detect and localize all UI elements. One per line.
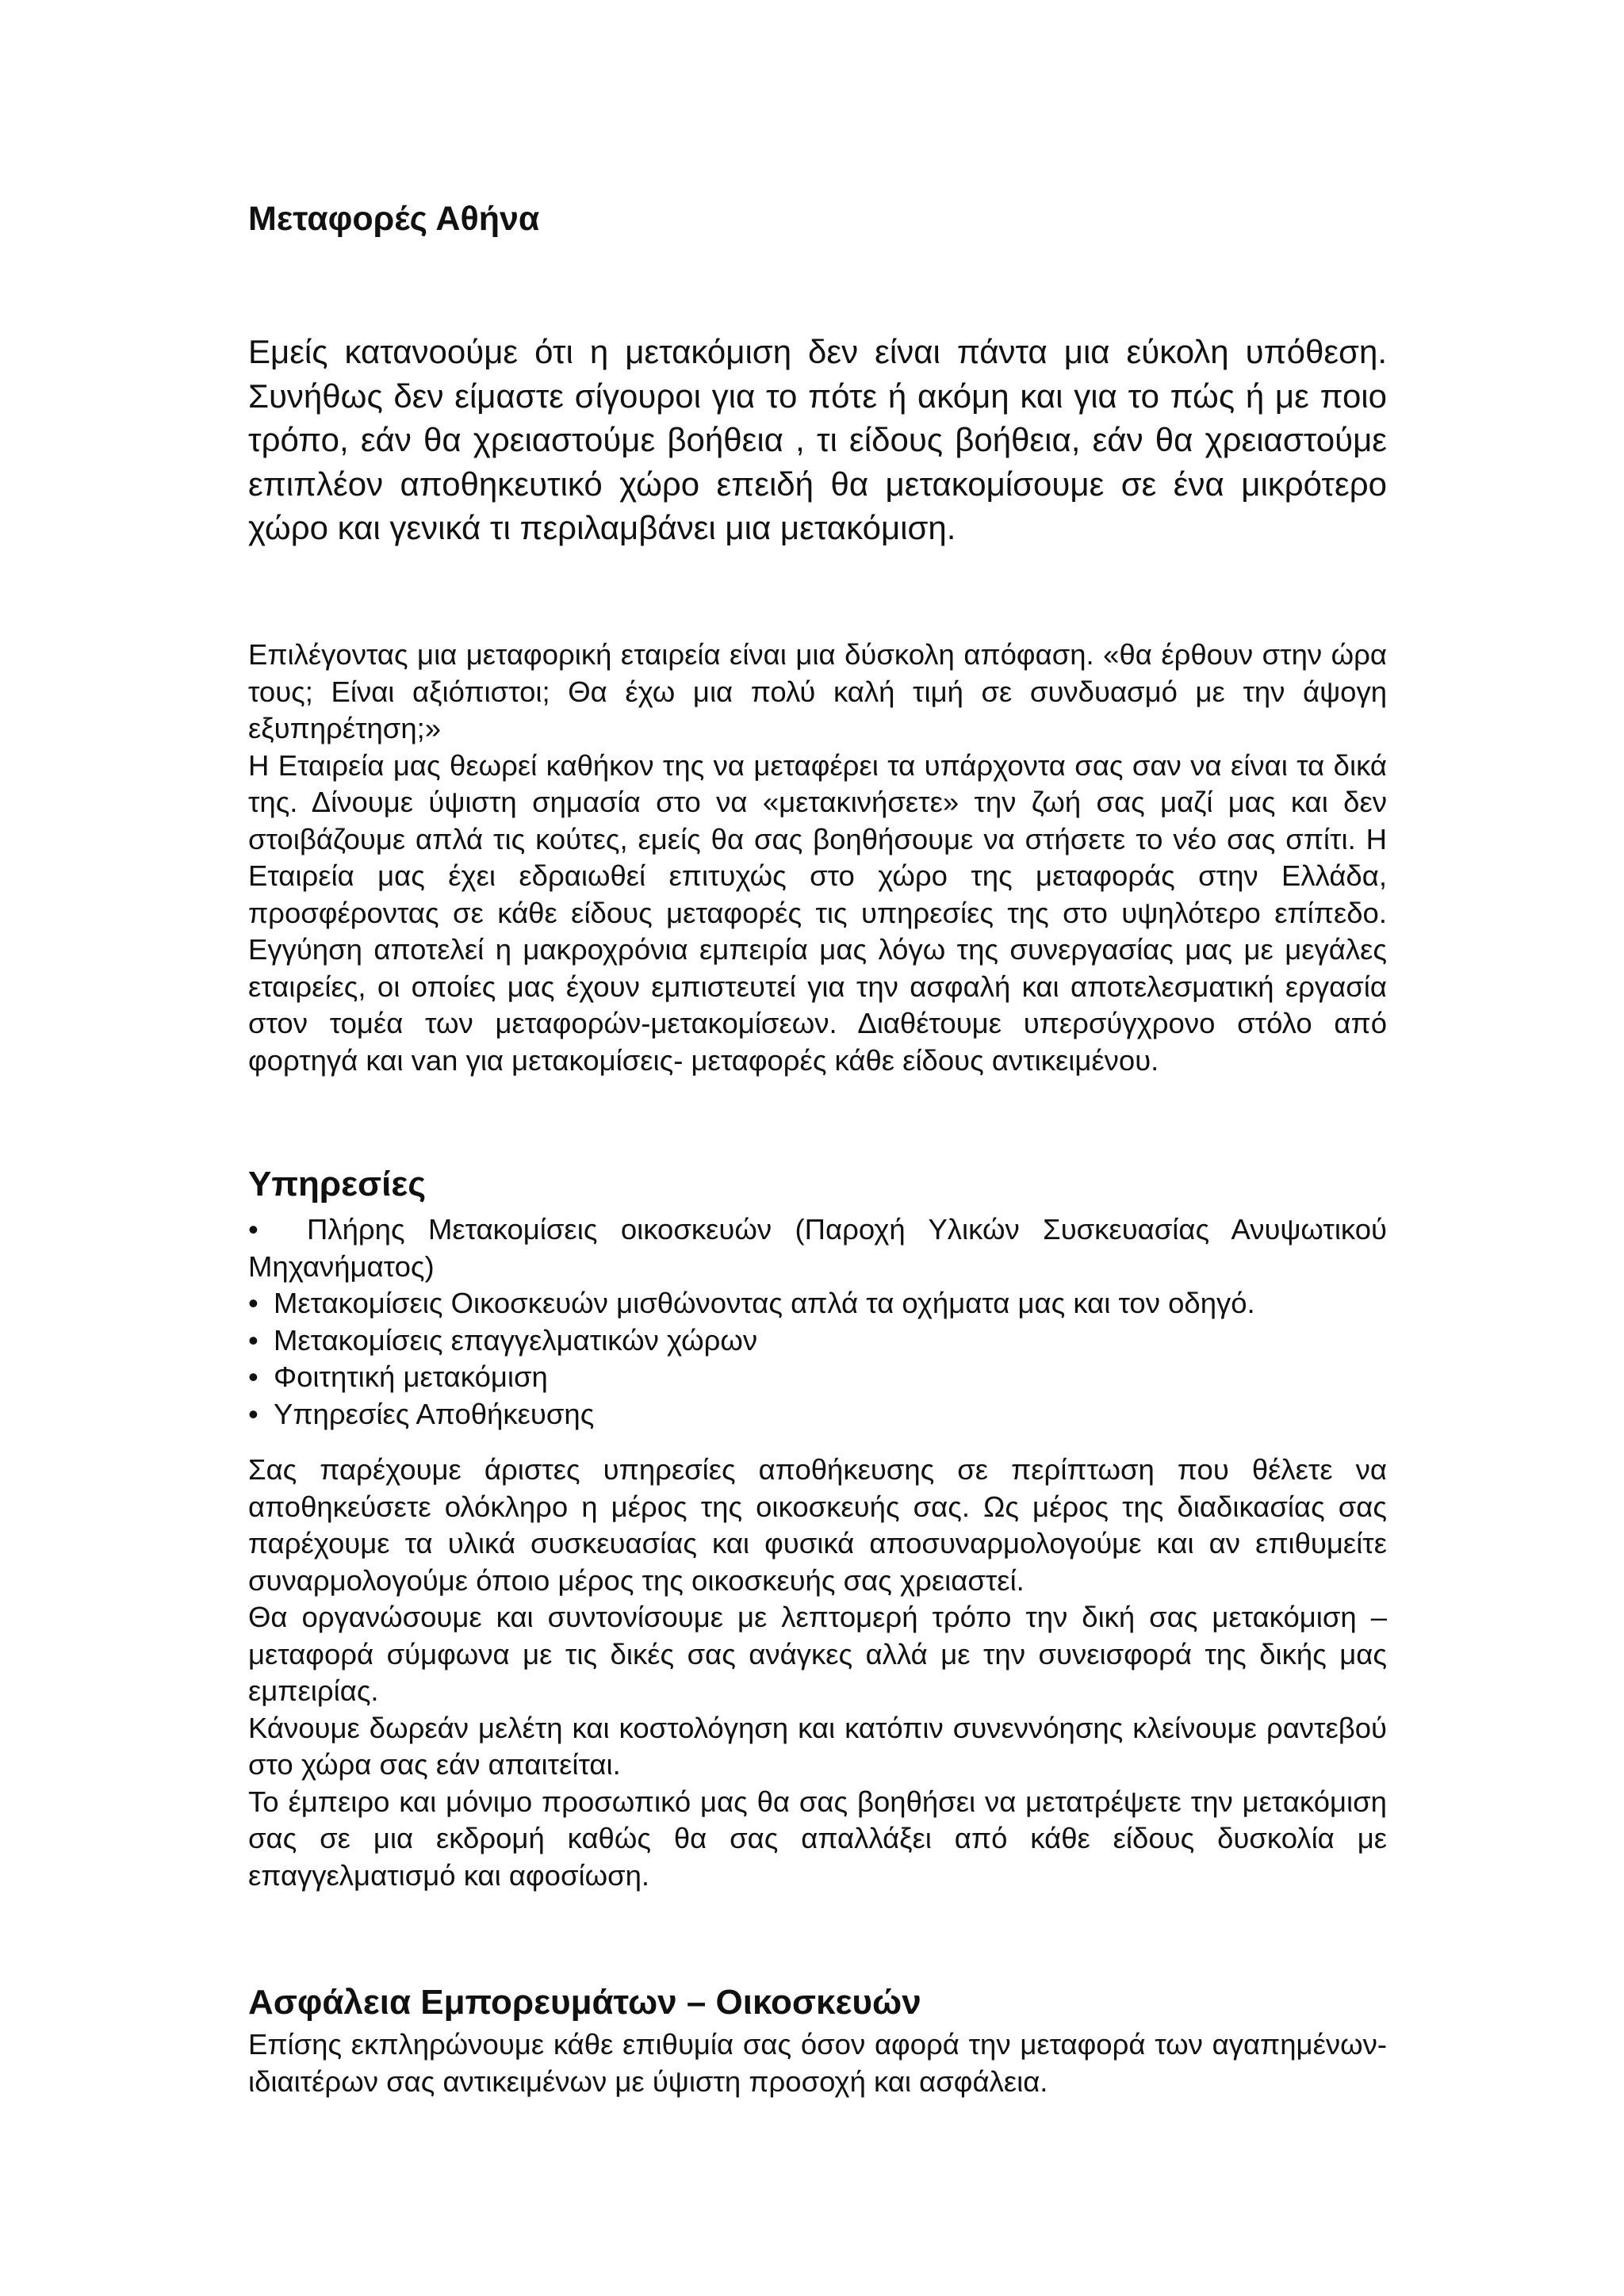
list-item — [248, 1285, 1387, 1322]
insurance-section — [248, 2026, 1387, 2100]
bullet-icon: • — [248, 1323, 259, 1357]
body-paragraph: Το έμπειρο και μόνιμο προσωπικό μας θα σας βοηθήσει να μετατρέψετε την μετακόμιση σας σε μια εκδρομή καθώς θα σας απαλλάξει από κάθε είδους δυσκολία με επαγγελματισμό και αφοσίωση. — [248, 1785, 1387, 1892]
list-item-text: Μετακομίσεις Οικοσκευών μισθώνοντας απλά τα οχήματα μας και τον οδηγό. — [274, 1287, 1255, 1319]
bullet-icon: • — [248, 1287, 259, 1319]
list-item — [248, 1359, 1387, 1396]
page-title: Μεταφορές Αθήνα — [248, 200, 540, 238]
services-list — [248, 1211, 1387, 1433]
body-paragraph: Θα οργανώσουμε και συντονίσουμε με λεπτομερή τρόπο την δική σας μετακόμιση – μεταφορά σύμφωνα με τις δικές σας ανάγκες αλλά με την συνεισφορά της δικής μας εμπειρίας. — [248, 1601, 1387, 1707]
list-item — [248, 1322, 1387, 1360]
company-description — [248, 637, 1387, 1079]
services-details — [248, 1452, 1387, 1894]
list-item-text: Μετακομίσεις επαγγελματικών χώρων — [274, 1323, 758, 1357]
body-paragraph: Επίσης εκπληρώνουμε κάθε επιθυμία σας όσον αφορά την μεταφορά των αγαπημένων- ιδιαιτέρων σας αντικειμένων με ύψιστη προσοχή και ασφάλεια. — [248, 2028, 1387, 2098]
body-paragraph: Επιλέγοντας μια μεταφορική εταιρεία είναι μια δύσκολη απόφαση. «θα έρθουν στην ώρα τους; Είναι αξιόπιστοι; Θα έχω μια πολύ καλή τιμή σε συνδυασμό με την άψογη εξυπηρέτηση;» — [248, 638, 1387, 744]
bullet-icon: • — [248, 1397, 259, 1430]
body-paragraph: Σας παρέχουμε άριστες υπηρεσίες αποθήκευσης σε περίπτωση που θέλετε να αποθηκεύσετε ολόκληρο η μέρος της οικοσκευής σας. Ως μέρος της διαδικασίας σας παρέχουμε τα υλικά συσκευασίας και φυσικά αποσυναρμολογούμε και αν επιθυμείτε συναρμολογούμε όποιο μέρος της οικοσκευής σας χρειαστεί. — [248, 1453, 1387, 1597]
services-heading: Υπηρεσίες — [248, 1165, 427, 1203]
list-item — [248, 1211, 1387, 1285]
list-item-text: Υπηρεσίες Αποθήκευσης — [274, 1397, 595, 1430]
list-item — [248, 1396, 1387, 1433]
body-paragraph: Κάνουμε δωρεάν μελέτη και κοστολόγηση και κατόπιν συνεννόησης κλείνουμε ραντεβού στο χώρα σας εάν απαιτείται. — [248, 1711, 1387, 1781]
list-item-text: Φοιτητική μετακόμιση — [274, 1360, 548, 1393]
body-paragraph: Η Εταιρεία μας θεωρεί καθήκον της να μεταφέρει τα υπάρχοντα σας σαν να είναι τα δικά της. Δίνουμε ύψιστη σημασία στο να «μετακινήσετε» την ζωή σας μαζί μας και δεν στοιβάζουμε απλά τις κούτες, εμείς θα σας βοηθήσουμε να στήσετε το νέο σας σπίτι. Η Εταιρεία μας έχει εδραιωθεί επιτυχώς στο χώρο της μεταφοράς στην Ελλάδα, προσφέροντας σε κάθε είδους μεταφορές τις υπηρεσίες της στο υψηλότερο επίπεδο. Εγγύηση αποτελεί η μακροχρόνια εμπειρία μας λόγω της συνεργασίας μας με μεγάλες εταιρείες, οι οποίες μας έχουν εμπιστευτεί για την ασφαλή και αποτελεσματική εργασία στον τομέα των μεταφορών-μετακομίσεων. Διαθέτουμε υπερσύγχρονο στόλο από φορτηγά και van για μετακομίσεις- μεταφορές κάθε είδους αντικειμένου. — [248, 748, 1387, 1077]
bullet-icon: • — [248, 1213, 259, 1246]
insurance-heading: Ασφάλεια Εμπορευμάτων – Οικοσκευών — [248, 1983, 921, 2022]
bullet-icon: • — [248, 1360, 259, 1393]
intro-paragraph: Εμείς κατανοούμε ότι η μετακόμιση δεν είναι πάντα μια εύκολη υπόθεση. Συνήθως δεν είμαστε σίγουροι για το πότε ή ακόμη και για το πώς ή με ποιο τρόπο, εάν θα χρειαστούμε βοήθεια , τι είδους βοήθεια, εάν θα χρειαστούμε επιπλέον αποθηκευτικό χώρο επειδή θα μετακομίσουμε σε ένα μικρότερο χώρο και γενικά τι περιλαμβάνει μια μετακόμιση. — [248, 333, 1387, 546]
list-item-text: Πλήρης Μετακομίσεις οικοσκευών (Παροχή Υλικών Συσκευασίας Ανυψωτικού Μηχανήματος) — [248, 1213, 1387, 1283]
